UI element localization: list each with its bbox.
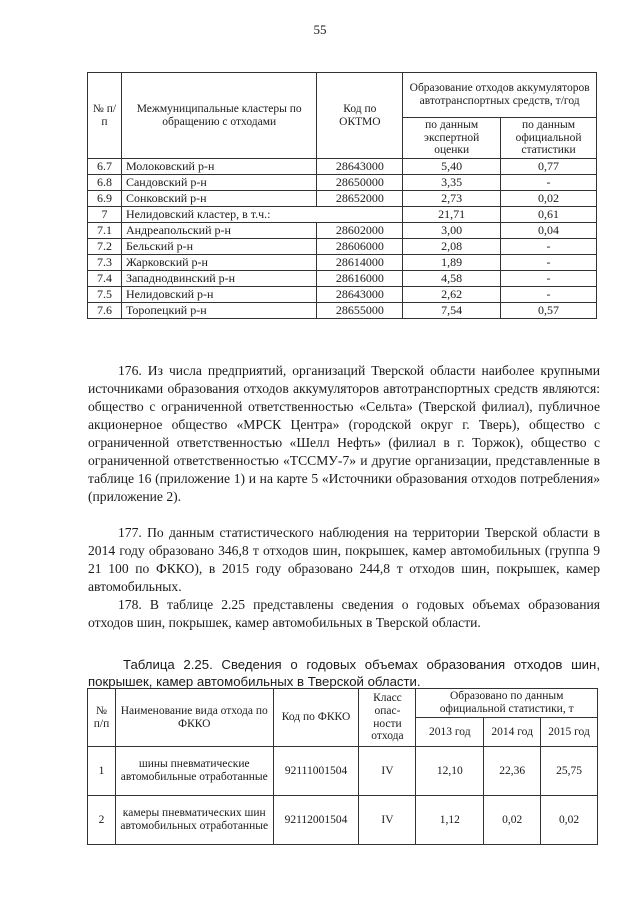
table-header-row <box>88 73 597 118</box>
header-cluster: Межмуниципальные кластеры по обращению с отходами <box>121 73 317 159</box>
row-value-2015: 0,02 <box>541 796 598 845</box>
row-expert-value: 21,71 <box>403 207 501 223</box>
header-oktmo: Код по ОКТМО <box>317 73 403 159</box>
row-cluster-name: Жарковский р-н <box>121 255 317 271</box>
row-official-value: 0,04 <box>501 223 597 239</box>
row-value-2015: 25,75 <box>541 747 598 796</box>
row-cluster-name: Андреапольский р-н <box>121 223 317 239</box>
header-formation: Образование отходов аккумуляторов автотранспортных средств, т/год <box>403 73 597 118</box>
row-hazard-class: IV <box>359 747 416 796</box>
row-number: 7.1 <box>88 223 122 239</box>
row-official-value: 0,77 <box>501 159 597 175</box>
row-oktmo-code: 28643000 <box>317 287 403 303</box>
row-official-value: - <box>501 255 597 271</box>
paragraph-176: 176. Из числа предприятий, организаций Тверской области наиболее крупными источниками образования отходов аккумуляторов автотранспортных средств являются: общество с ограниченной ответственностью «Сельта» (Тверской филиал), публичное акционерное общество «МРСК Центра» (городской округ г. Тверь), общество с ограниченной ответственностью «Шелл Нефть» (филиал в г. Торжок), общество с ограниченной ответственностью «ТССМУ-7» и другие организации, представленные в таблице 16 (приложение 1) и на карте 5 «Источники образования отходов потребления» (приложение 2). <box>88 363 600 504</box>
row-oktmo-code: 28652000 <box>317 191 403 207</box>
row-number: 7.2 <box>88 239 122 255</box>
row-waste-name: шины пневматические автомобильные отработанные <box>115 747 273 796</box>
row-oktmo-code: 28614000 <box>317 255 403 271</box>
row-cluster-name: Молоковский р-н <box>121 159 317 175</box>
table-row <box>88 271 597 287</box>
row-oktmo-code: 28650000 <box>317 175 403 191</box>
row-official-value: 0,02 <box>501 191 597 207</box>
row-number: 2 <box>88 796 116 845</box>
table-row <box>88 223 597 239</box>
row-hazard-class: IV <box>359 796 416 845</box>
header-formed: Образовано по данным официальной статистики, т <box>416 689 598 718</box>
table-row <box>88 159 597 175</box>
row-official-value: - <box>501 271 597 287</box>
row-value-2014: 22,36 <box>484 747 541 796</box>
table-row <box>88 255 597 271</box>
row-number: 1 <box>88 747 116 796</box>
table-row <box>88 287 597 303</box>
table-row <box>88 239 597 255</box>
table-row <box>88 191 597 207</box>
header-no: № п/п <box>88 689 116 747</box>
table-row <box>88 796 598 845</box>
row-cluster-name: Торопецкий р-н <box>121 303 317 319</box>
header-waste-name: Наименование вида отхода по ФККО <box>115 689 273 747</box>
table-header-row <box>88 689 598 718</box>
row-official-value: 0,61 <box>501 207 597 223</box>
row-value-2013: 12,10 <box>416 747 484 796</box>
row-number: 6.8 <box>88 175 122 191</box>
row-number: 6.7 <box>88 159 122 175</box>
row-fkko-code: 92112001504 <box>273 796 359 845</box>
row-expert-value: 2,08 <box>403 239 501 255</box>
header-2013: 2013 год <box>416 718 484 747</box>
row-oktmo-code: 28606000 <box>317 239 403 255</box>
table-row <box>88 747 598 796</box>
row-number: 7.4 <box>88 271 122 287</box>
row-number: 7.3 <box>88 255 122 271</box>
row-number: 7 <box>88 207 122 223</box>
battery-table-body <box>88 159 597 319</box>
row-official-value: - <box>501 175 597 191</box>
row-expert-value: 5,40 <box>403 159 501 175</box>
row-expert-value: 2,73 <box>403 191 501 207</box>
header-no: № п/п <box>88 73 122 159</box>
row-official-value: - <box>501 239 597 255</box>
row-oktmo-code: 28602000 <box>317 223 403 239</box>
row-cluster-name: Бельский р-н <box>121 239 317 255</box>
row-expert-value: 1,89 <box>403 255 501 271</box>
row-oktmo-code: 28616000 <box>317 271 403 287</box>
header-expert: по данным экспертной оценки <box>403 118 501 159</box>
row-cluster-name: Сонковский р-н <box>121 191 317 207</box>
row-expert-value: 4,58 <box>403 271 501 287</box>
table-row <box>88 303 597 319</box>
row-oktmo-code: 28643000 <box>317 159 403 175</box>
row-fkko-code: 92111001504 <box>273 747 359 796</box>
table-row <box>88 207 597 223</box>
header-2015: 2015 год <box>541 718 598 747</box>
row-number: 7.6 <box>88 303 122 319</box>
header-fkko-code: Код по ФККО <box>273 689 359 747</box>
tire-table-body <box>88 747 598 845</box>
row-official-value: 0,57 <box>501 303 597 319</box>
row-expert-value: 7,54 <box>403 303 501 319</box>
row-expert-value: 3,00 <box>403 223 501 239</box>
row-cluster-name: Сандовский р-н <box>121 175 317 191</box>
row-waste-name: камеры пневматических шин автомобильных отработанные <box>115 796 273 845</box>
header-official: по данным официальной статистики <box>501 118 597 159</box>
table-row <box>88 175 597 191</box>
row-oktmo-code: 28655000 <box>317 303 403 319</box>
header-hazard-class: Класс опас-ности отхода <box>359 689 416 747</box>
row-cluster-name: Нелидовский р-н <box>121 287 317 303</box>
row-value-2013: 1,12 <box>416 796 484 845</box>
page-number: 55 <box>313 22 327 37</box>
row-expert-value: 3,35 <box>403 175 501 191</box>
row-number: 6.9 <box>88 191 122 207</box>
row-expert-value: 2,62 <box>403 287 501 303</box>
battery-waste-table <box>87 72 597 319</box>
paragraph-178: 178. В таблице 2.25 представлены сведения о годовых объемах образования отходов шин, покрышек, камер автомобильных в Тверской области. <box>88 597 600 630</box>
table-caption: Таблица 2.25. Сведения о годовых объемах образования отходов шин, покрышек, камер автомобильных в Тверской области. <box>88 657 600 689</box>
paragraph-177: 177. По данным статистического наблюдения на территории Тверской области в 2014 году образовано 346,8 т отходов шин, покрышек, камер автомобильных (группа 9 21 100 по ФККО), в 2015 году образовано 244,8 т отходов шин, покрышек, камер автомобильных. <box>88 525 600 594</box>
tire-waste-table <box>87 688 598 845</box>
row-official-value: - <box>501 287 597 303</box>
header-2014: 2014 год <box>484 718 541 747</box>
row-cluster-name: Западнодвинский р-н <box>121 271 317 287</box>
row-cluster-name: Нелидовский кластер, в т.ч.: <box>121 207 402 223</box>
row-value-2014: 0,02 <box>484 796 541 845</box>
row-number: 7.5 <box>88 287 122 303</box>
